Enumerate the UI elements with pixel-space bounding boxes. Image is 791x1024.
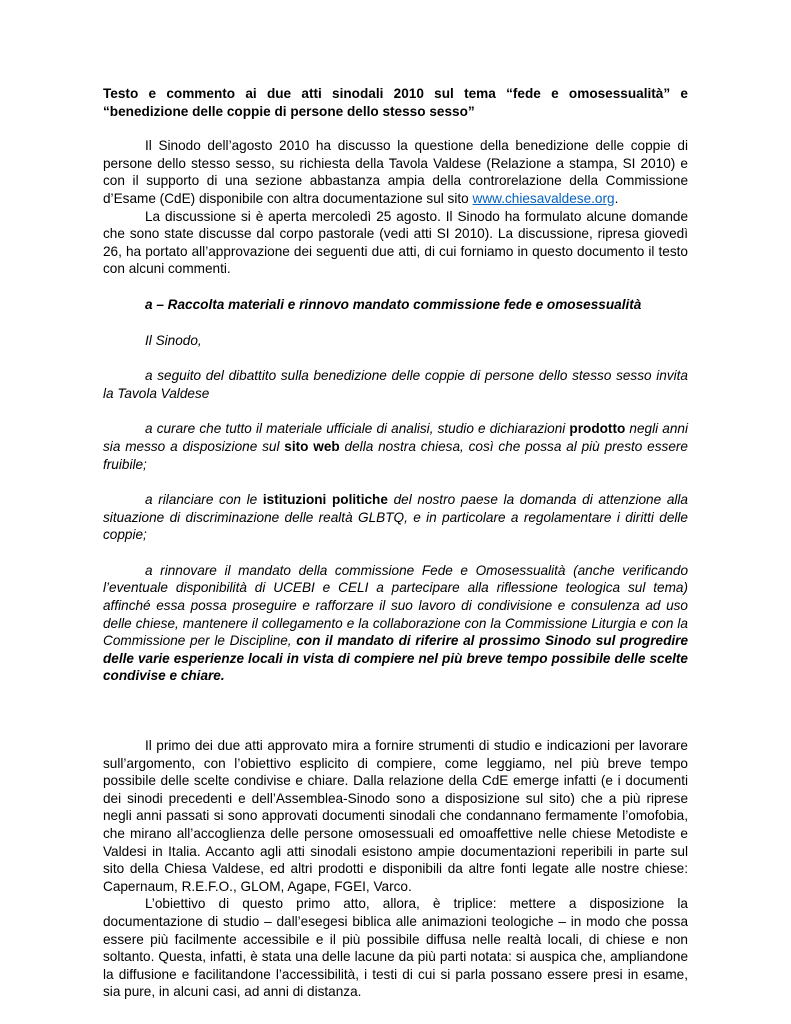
atto-curare-b2: sito web <box>284 438 340 454</box>
atto-heading <box>103 296 688 314</box>
atto-curare-t1: a curare che tutto il materiale ufficiale di analisi, studio e dichiarazioni <box>145 421 570 437</box>
atto-seguito: a seguito del dibattito sulla benedizione delle coppie di persone dello stesso sesso invita la Tavola Valdese <box>103 368 688 401</box>
document-page <box>103 85 688 1001</box>
commento-paragraph-2: L’obiettivo di questo primo atto, allora, è triplice: mettere a disposizione la documentazione di studio – dall’esegesi biblica alle animazioni teologiche – in modo che possa essere più facilmente accessibile e il più possibile diffusa nelle realtà locali, di chiese e non soltanto. Questa, infatti, è stata una delle lacune da più parti notata: si auspica che, ampliandone la diffusione e facilitandone l’accessibilità, i testi di cui si parla possano essere presi in esame, sia pure, in alcuni casi, ad anni di distanza. <box>103 896 688 1000</box>
atto-rinnovare-b1: con il mandato di riferire al prossimo Sinodo sul progredire delle varie esperienze locali in vista di compiere nel più breve tempo possibile delle scelte condivise e chiare. <box>103 633 688 684</box>
chiesavaldese-link[interactable]: www.chiesavaldese.org <box>472 190 615 206</box>
commento-paragraph-1: Il primo dei due atti approvato mira a fornire strumenti di studio e indicazioni per lavorare sull’argomento, con l’obiettivo esplicito di compiere, come leggiamo, nel più breve tempo possibile delle scelte condivise e chiare. Dalla relazione della CdE emerge infatti (e i documenti dei sinodi precedenti e dell’Assemblea-Sinodo sono a disposizione sul sito) che a più riprese negli anni passati si sono approvati documenti sinodali che condannano fermamente l’omofobia, che mirano all’accoglienza delle persone omosessuali ed omoaffettive nelle chiese Metodiste e Valdesi in Italia. Accanto agli atti sinodali esistono ampie documentazioni reperibili in parte sul sito della Chiesa Valdese, ed altri prodotti e disponibili da altre fonti legate alle nostre chiese: Capernaum, R.E.F.O., GLOM, Agape, FGEI, Varco. <box>103 738 688 894</box>
atto-sinodo: Il Sinodo, <box>145 332 202 348</box>
document-title: Testo e commento ai due atti sinodali 2010 sul tema “fede e omosessualità” e “benedizione delle coppie di persone dello stesso sesso” <box>103 86 688 119</box>
intro-paragraph-2: La discussione si è aperta mercoledì 25 agosto. Il Sinodo ha formulato alcune domande che sono state discusse dal corpo pastorale (vedi atti SI 2010). La discussione, ripresa giovedì 26, ha portato all’approvazione dei seguenti due atti, di cui forniamo in questo documento il testo con alcuni commenti. <box>103 208 688 277</box>
intro-paragraph-1 <box>103 137 688 207</box>
atto-rilanciare <box>103 491 688 544</box>
intro-paragraph-1-end: . <box>614 190 619 206</box>
atto-curare <box>103 420 688 473</box>
atto-curare-b1: prodotto <box>569 421 626 437</box>
atto-heading-text: a – Raccolta materiali e rinnovo mandato commissione fede e omosessualità <box>145 296 642 312</box>
atto-rinnovare <box>103 562 688 685</box>
intro-paragraph-1-text: Il Sinodo dell’agosto 2010 ha discusso la questione della benedizione delle coppie di persone dello stesso sesso, su richiesta della Tavola Valdese (Relazione a stampa, SI 2010) e con il supporto di una sezione abbastanza ampia della controrelazione della Commissione d’Esame (CdE) disponibile con altra documentazione sul sito <box>103 138 688 206</box>
atto-curare-t2: negli anni sia messo a disposizione sul <box>103 421 688 454</box>
atto-curare-t3: della nostra chiesa, così che possa al più presto essere fruibile; <box>103 438 688 472</box>
atto-rilanciare-t2: del nostro paese la domanda di attenzione alla situazione di discriminazione delle realtà GLBTQ, e in particolare a regolamentare i diritti delle coppie; <box>103 492 688 543</box>
atto-rilanciare-t1: a rilanciare con le <box>145 492 263 508</box>
atto-rinnovare-t1: a rinnovare il mandato della commissione Fede e Omosessualità (anche verificando l’eventuale disponibilità di UCEBI e CELI a partecipare alla riflessione teologica sul tema) affinché essa possa proseguire e rafforzare il suo lavoro di condivisione e consulenza ad uso delle chiese, mantenere il collegamento e la collaborazione con la Commissione Liturgia e con la Commissione per le Discipline, <box>103 562 688 649</box>
atto-rilanciare-b1: istituzioni politiche <box>262 492 388 508</box>
